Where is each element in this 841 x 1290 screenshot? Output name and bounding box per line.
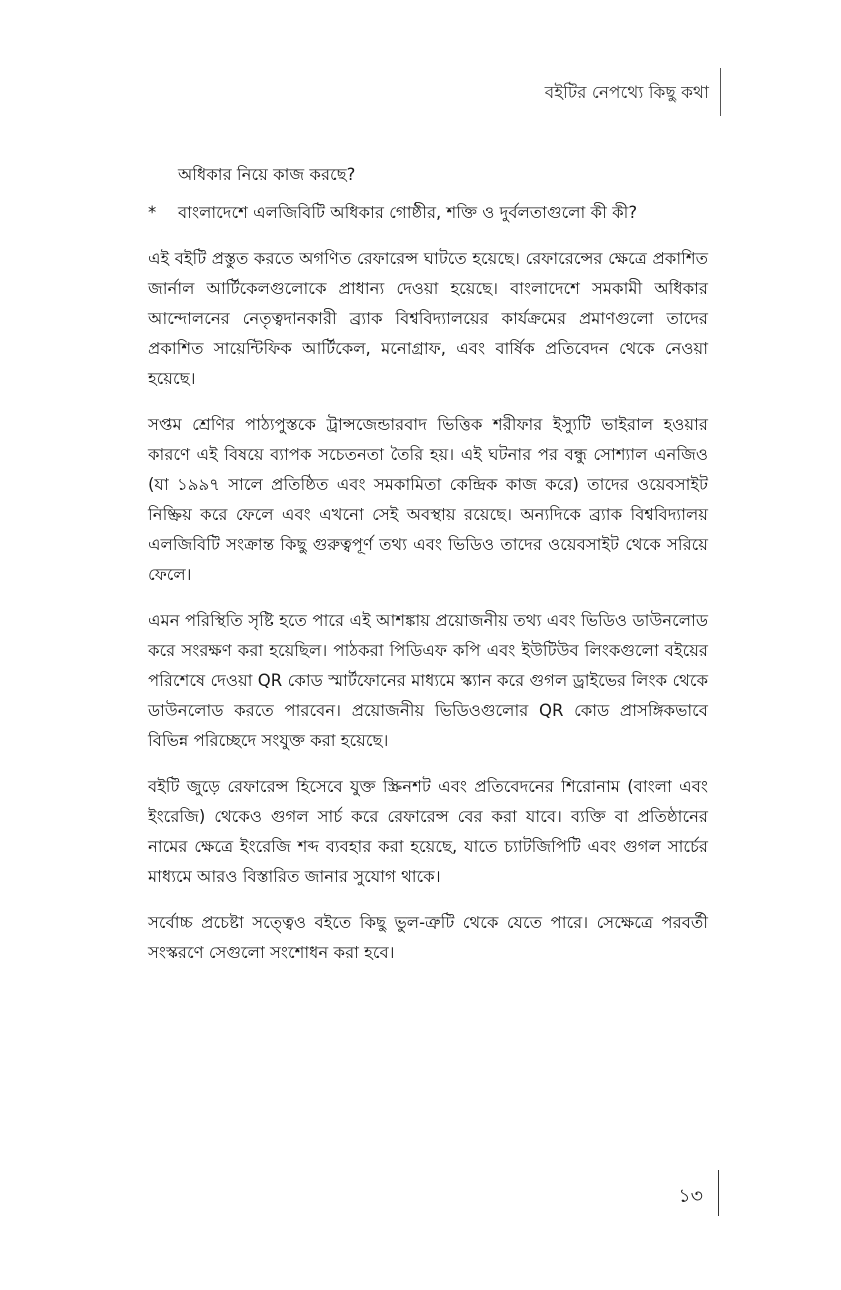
paragraph-sharifa-issue: সপ্তম শ্রেণির পাঠ্যপুস্তকে ট্রান্সজেন্ডারবাদ ভিত্তিক শরীফার ইস্যুটি ভাইরাল হওয়ার কারণে এই বিষয়ে ব্যাপক সচেতনতা তৈরি হয়। এই ঘটনার পর বন্ধু সোশ্যাল এনজিও (যা ১৯৯৭ সালে প্রতিষ্ঠিত এবং সমকামিতা কেন্দ্রিক কাজ করে) তাদের ওয়েবসাইট নিষ্ক্রিয় করে ফেলে এবং এখনো সেই অবস্থায় রয়েছে। অন্যদিকে ব্র্যাক বিশ্ববিদ্যালয় এলজিবিটি সংক্রান্ত কিছু গুরুত্বপূর্ণ তথ্য এবং ভিডিও তাদের ওয়েবসাইট থেকে সরিয়ে ফেলে। (148, 415, 708, 584)
bullet-asterisk: * (148, 203, 157, 222)
paragraph-downloads: এমন পরিস্থিতি সৃষ্টি হতে পারে এই আশঙ্কায় প্রয়োজনীয় তথ্য এবং ভিডিও ডাউনলোড করে সংরক্ষণ করা হয়েছিল। পাঠকরা পিডিএফ কপি এবং ইউটিউব লিংকগুলো বইয়ের পরিশেষে দেওয়া QR কোড স্মার্টফোনের মাধ্যমে স্ক্যান করে গুগল ড্রাইভের লিংক থেকে ডাউনলোড করতে পারবেন। প্রয়োজনীয় ভিডিওগুলোর QR কোড প্রাসঙ্গিকভাবে বিভিন্ন পরিচ্ছেদে সংযুক্ত করা হয়েছে। (148, 611, 708, 750)
header-vertical-rule (720, 68, 721, 116)
paragraph-errata: সর্বোচ্চ প্রচেষ্টা সত্ত্বেও বইতে কিছু ভুল-ত্রুটি থেকে যেতে পারে। সেক্ষেত্রে পরবর্তী সংস্করণে সেগুলো সংশোধন করা হবে। (148, 913, 708, 962)
paragraph-screenshots: বইটি জুড়ে রেফারেন্স হিসেবে যুক্ত স্ক্রিনশট এবং প্রতিবেদনের শিরোনাম (বাংলা এবং ইংরেজি) থেকেও গুগল সার্চ করে রেফারেন্স বের করা যাবে। ব্যক্তি বা প্রতিষ্ঠানের নামের ক্ষেত্রে ইংরেজি শব্দ ব্যবহার করা হয়েছে, যাতে চ্যাটজিপিটি এবং গুগল সার্চের মাধ্যমে আরও বিস্তারিত জানার সুযোগ থাকে। (148, 777, 708, 886)
bullet-text: বাংলাদেশে এলজিবিটি অধিকার গোষ্ঠীর, শক্তি ও দুর্বলতাগুলো কী কী? (178, 203, 638, 222)
footer-vertical-rule (718, 1170, 720, 1216)
running-header-title: বইটির নেপথ্যে কিছু কথা (544, 83, 709, 103)
paragraph-references: এই বইটি প্রস্তুত করতে অগণিত রেফারেন্স ঘাটতে হয়েছে। রেফারেন্সের ক্ষেত্রে প্রকাশিত জার্নাল আর্টিকেলগুলোকে প্রাধান্য দেওয়া হয়েছে। বাংলাদেশে সমকামী অধিকার আন্দোলনের নেতৃত্বদানকারী ব্র্যাক বিশ্ববিদ্যালয়ের কার্যক্রমের প্রমাণগুলো তাদের প্রকাশিত সায়েন্টিফিক আর্টিকেল, মনোগ্রাফ, এবং বার্ষিক প্রতিবেদন থেকে নেওয়া হয়েছে। (148, 249, 708, 388)
page-number: ১৩ (678, 1185, 703, 1207)
bullet-item (148, 198, 708, 228)
body-text (148, 160, 708, 984)
continued-question-line: অধিকার নিয়ে কাজ করছে? (178, 165, 356, 184)
